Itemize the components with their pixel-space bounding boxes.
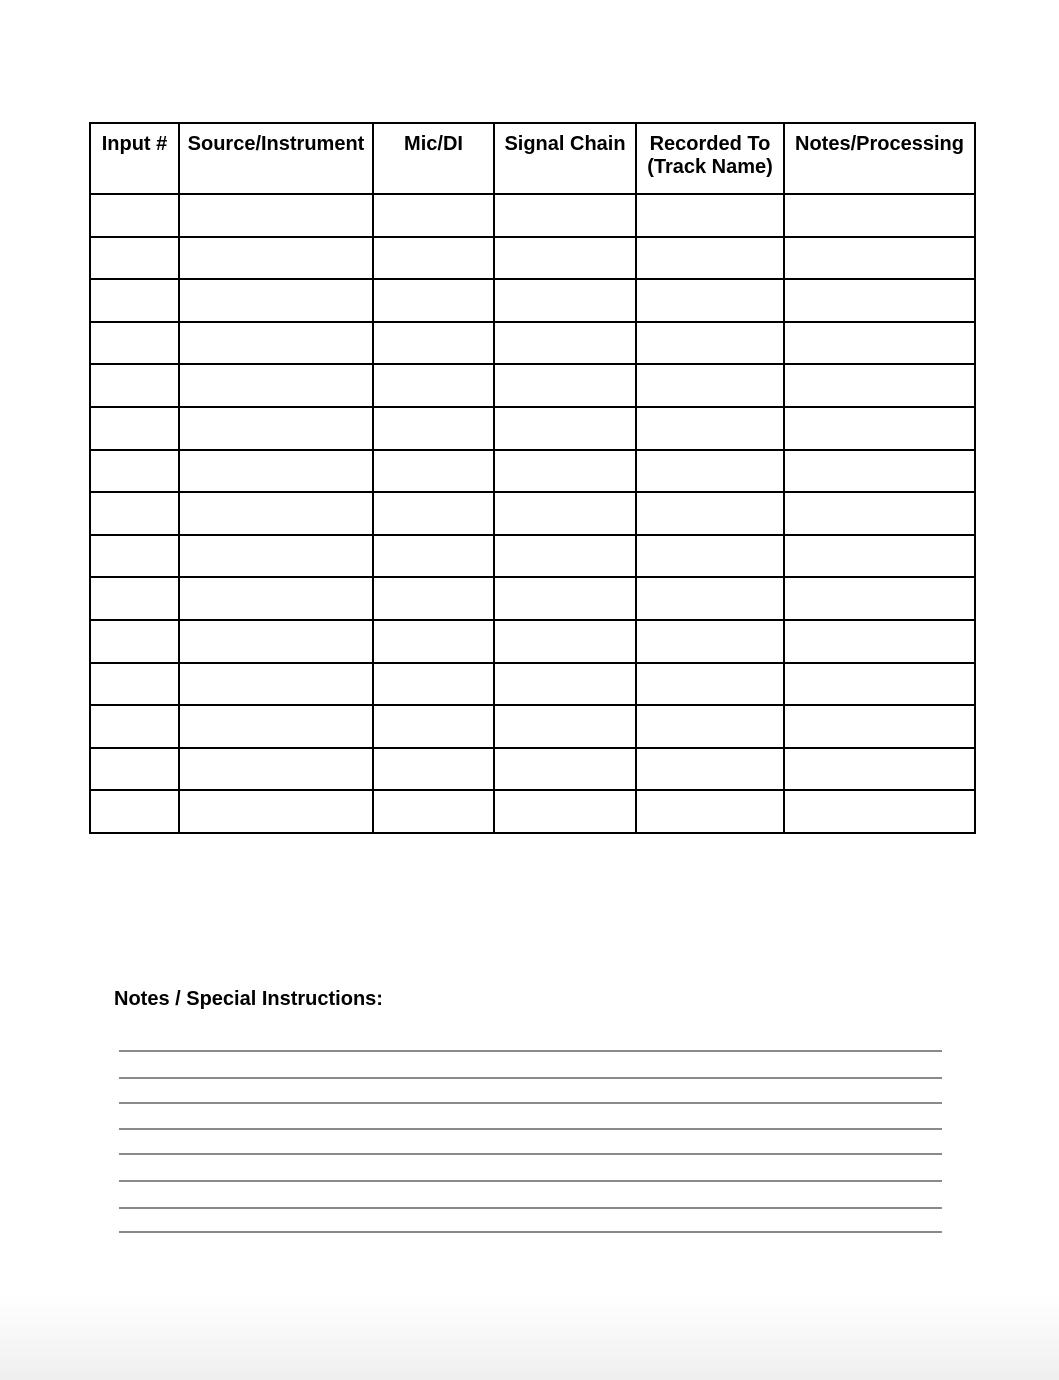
table-cell[interactable] (494, 705, 636, 748)
table-header-row (90, 123, 975, 194)
table-cell[interactable] (636, 790, 784, 833)
table-cell[interactable] (636, 577, 784, 620)
table-cell[interactable] (784, 535, 975, 578)
table-cell[interactable] (90, 705, 179, 748)
table-row (90, 577, 975, 620)
table-cell[interactable] (494, 322, 636, 365)
table-cell[interactable] (90, 407, 179, 450)
input-list-table (89, 122, 976, 834)
table-cell[interactable] (784, 450, 975, 493)
notes-ruled-line[interactable] (119, 1153, 942, 1155)
table-cell[interactable] (636, 620, 784, 663)
column-header-input-number: Input # (90, 123, 179, 194)
table-cell[interactable] (784, 279, 975, 322)
table-row (90, 663, 975, 706)
table-cell[interactable] (179, 748, 373, 791)
table-row (90, 535, 975, 578)
table-cell[interactable] (90, 450, 179, 493)
table-cell[interactable] (373, 705, 494, 748)
table-cell[interactable] (784, 748, 975, 791)
table-cell[interactable] (90, 322, 179, 365)
notes-ruled-line[interactable] (119, 1207, 942, 1209)
notes-ruled-line[interactable] (119, 1128, 942, 1130)
table-cell[interactable] (636, 322, 784, 365)
table-cell[interactable] (494, 450, 636, 493)
table-row (90, 705, 975, 748)
table-cell[interactable] (494, 194, 636, 237)
table-cell[interactable] (373, 407, 494, 450)
table-row (90, 407, 975, 450)
table-cell[interactable] (784, 492, 975, 535)
table-cell[interactable] (636, 663, 784, 706)
table-cell[interactable] (90, 364, 179, 407)
table-cell[interactable] (90, 577, 179, 620)
page-bottom-shadow (0, 1295, 1059, 1380)
table-cell[interactable] (373, 577, 494, 620)
table-cell[interactable] (90, 620, 179, 663)
table-row (90, 194, 975, 237)
table-cell[interactable] (90, 237, 179, 280)
table-cell[interactable] (636, 279, 784, 322)
table-cell[interactable] (494, 620, 636, 663)
notes-ruled-line[interactable] (119, 1102, 942, 1104)
column-header-mic-di: Mic/DI (373, 123, 494, 194)
table-cell[interactable] (784, 364, 975, 407)
table-cell[interactable] (373, 322, 494, 365)
table-cell[interactable] (179, 790, 373, 833)
notes-section-title: Notes / Special Instructions: (114, 988, 383, 1010)
table-cell[interactable] (636, 194, 784, 237)
notes-ruled-line[interactable] (119, 1077, 942, 1079)
column-header-recorded-to: Recorded To (Track Name) (636, 123, 784, 194)
notes-ruled-line[interactable] (119, 1231, 942, 1233)
table-cell[interactable] (636, 450, 784, 493)
table-cell[interactable] (179, 364, 373, 407)
table-row (90, 620, 975, 663)
table-cell[interactable] (636, 237, 784, 280)
table-cell[interactable] (90, 535, 179, 578)
table-cell[interactable] (90, 663, 179, 706)
table-row (90, 322, 975, 365)
table-cell[interactable] (90, 194, 179, 237)
table-cell[interactable] (373, 279, 494, 322)
column-header-signal-chain: Signal Chain (494, 123, 636, 194)
table-cell[interactable] (373, 535, 494, 578)
table-cell[interactable] (373, 492, 494, 535)
table-cell[interactable] (494, 407, 636, 450)
table-cell[interactable] (784, 663, 975, 706)
table-cell[interactable] (179, 492, 373, 535)
table-cell[interactable] (179, 535, 373, 578)
table-cell[interactable] (636, 407, 784, 450)
table-cell[interactable] (179, 194, 373, 237)
table-cell[interactable] (179, 279, 373, 322)
table-row (90, 237, 975, 280)
table-row (90, 279, 975, 322)
table-cell[interactable] (90, 279, 179, 322)
table-cell[interactable] (90, 492, 179, 535)
table-cell[interactable] (494, 748, 636, 791)
table-cell[interactable] (373, 790, 494, 833)
table-row (90, 364, 975, 407)
table-cell[interactable] (784, 407, 975, 450)
table-cell[interactable] (179, 237, 373, 280)
table-row (90, 748, 975, 791)
column-header-notes-processing: Notes/Processing (784, 123, 975, 194)
table-cell[interactable] (636, 535, 784, 578)
column-header-source-instrument: Source/Instrument (179, 123, 373, 194)
table-cell[interactable] (784, 577, 975, 620)
table-cell[interactable] (179, 322, 373, 365)
table-cell[interactable] (494, 492, 636, 535)
notes-ruled-line[interactable] (119, 1180, 942, 1182)
table-cell[interactable] (784, 790, 975, 833)
table-cell[interactable] (373, 364, 494, 407)
table-cell[interactable] (784, 322, 975, 365)
table-cell[interactable] (179, 705, 373, 748)
table-cell[interactable] (494, 663, 636, 706)
table-cell[interactable] (494, 279, 636, 322)
table-cell[interactable] (179, 407, 373, 450)
table-row (90, 790, 975, 833)
table-cell[interactable] (494, 535, 636, 578)
table-cell[interactable] (494, 237, 636, 280)
table-cell[interactable] (494, 364, 636, 407)
table-cell[interactable] (179, 620, 373, 663)
table-cell[interactable] (373, 237, 494, 280)
table-cell[interactable] (373, 748, 494, 791)
table-body (90, 194, 975, 833)
table-cell[interactable] (90, 748, 179, 791)
table-cell[interactable] (636, 492, 784, 535)
table-row (90, 492, 975, 535)
table-cell[interactable] (784, 237, 975, 280)
table-cell[interactable] (784, 194, 975, 237)
table-cell[interactable] (179, 663, 373, 706)
table-cell[interactable] (636, 705, 784, 748)
table-cell[interactable] (373, 620, 494, 663)
table-cell[interactable] (784, 705, 975, 748)
notes-ruled-line[interactable] (119, 1050, 942, 1052)
table-cell[interactable] (179, 450, 373, 493)
table-row (90, 450, 975, 493)
table-cell[interactable] (90, 790, 179, 833)
table-cell[interactable] (373, 194, 494, 237)
table-cell[interactable] (636, 748, 784, 791)
table-cell[interactable] (636, 364, 784, 407)
table-cell[interactable] (784, 620, 975, 663)
table-cell[interactable] (373, 663, 494, 706)
table-cell[interactable] (179, 577, 373, 620)
table-cell[interactable] (494, 790, 636, 833)
table-cell[interactable] (494, 577, 636, 620)
table-cell[interactable] (373, 450, 494, 493)
